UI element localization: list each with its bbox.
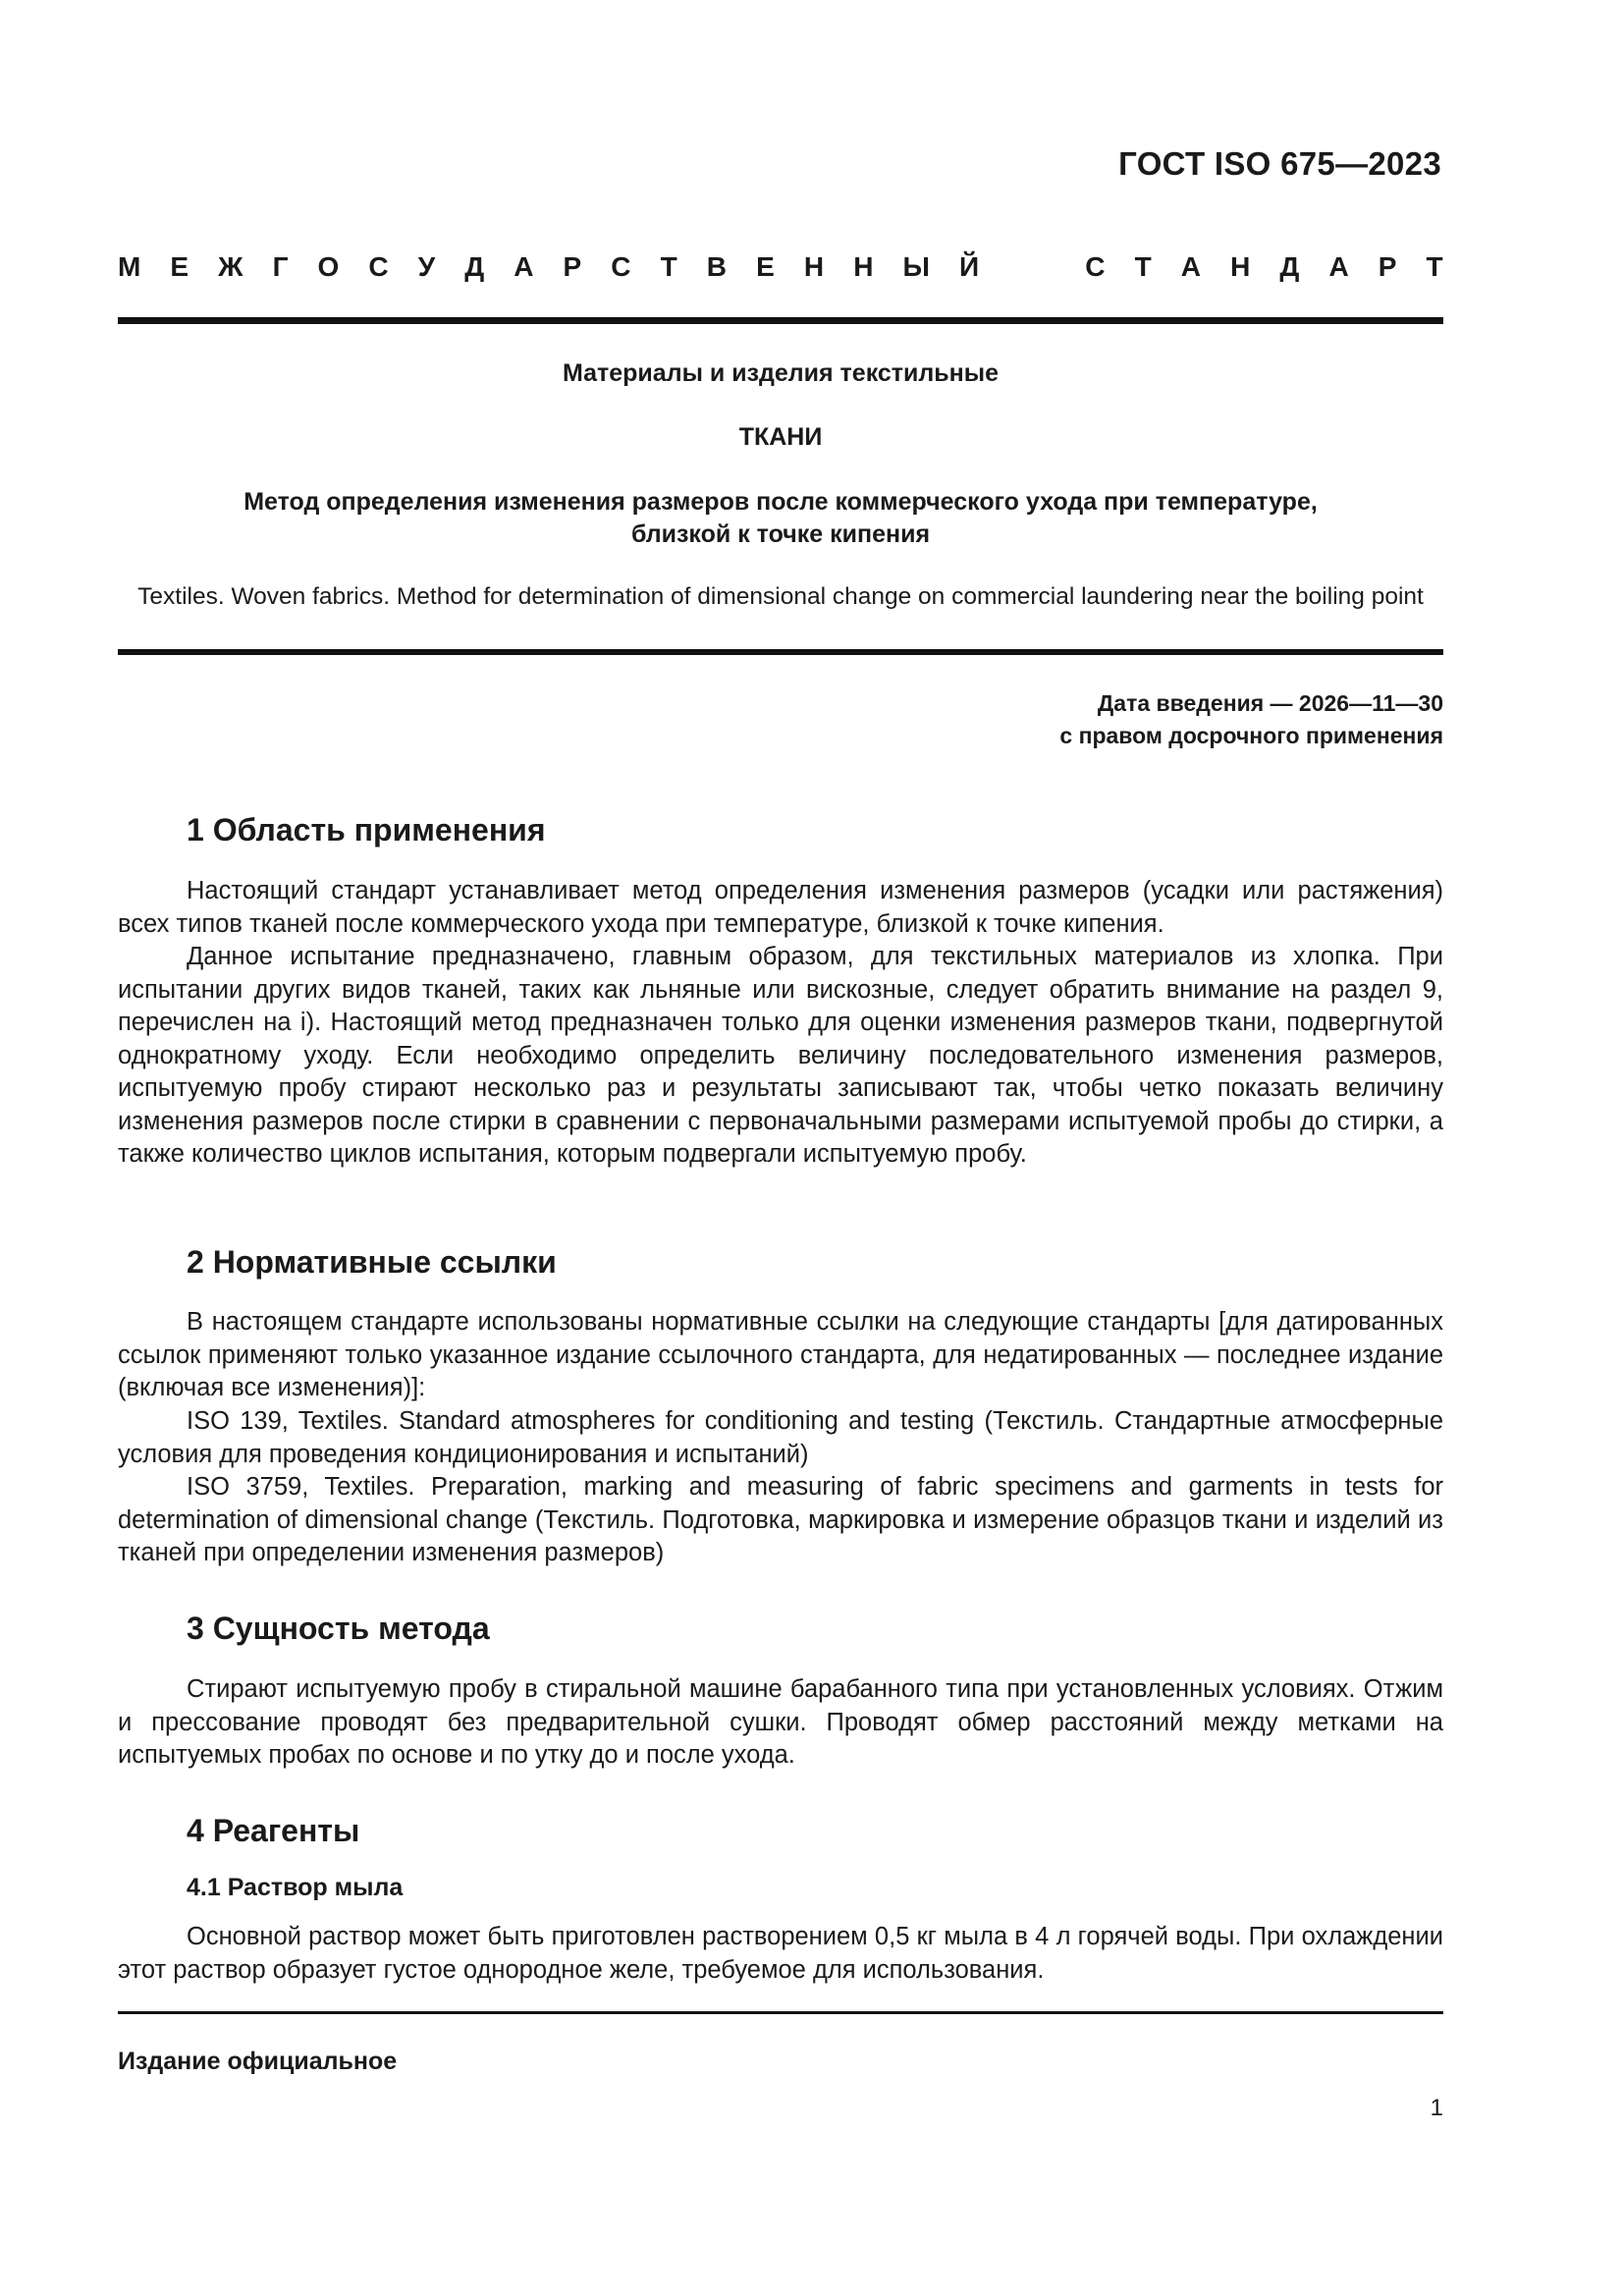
english-title: Textiles. Woven fabrics. Method for determination of dimensional change on commercial laundering near the boiling point: [137, 583, 1424, 610]
introduction-date-line: Дата введения — 2026—11—30: [1097, 690, 1443, 716]
standard-type-letter: Г: [272, 251, 289, 282]
section-3-paragraph-1: Стирают испытуемую пробу в стиральной машине барабанного типа при установленных условиях. Отжим и прессование проводят без предварительной сушки. Проводят обмер расстояний между метками на испытуемых пробах по основе и по утку до и после ухода.: [118, 1675, 1443, 1769]
section-1-heading: 1 Область применения: [187, 812, 546, 847]
footer-rule: [118, 2011, 1443, 2014]
section-2-reference-iso-139: ISO 139, Textiles. Standard atmospheres for conditioning and testing (Текстиль. Стандартные атмосферные условия для проведения кондиционирования и испытаний): [118, 1407, 1443, 1468]
title-rule: [118, 649, 1443, 655]
standard-designation: ГОСТ ISO 675—2023: [1118, 145, 1441, 182]
standard-type-letter: Ж: [218, 251, 243, 282]
standard-type-letter: Н: [1230, 251, 1251, 282]
standard-type-letter: Н: [853, 251, 874, 282]
section-3-heading: 3 Сущность метода: [187, 1611, 490, 1646]
standard-type-letter: С: [1085, 251, 1106, 282]
standard-type-letter: У: [417, 251, 436, 282]
standard-type-letter: Ы: [902, 251, 930, 282]
standard-type-letter: Т: [1426, 251, 1443, 282]
standard-type-letter: О: [317, 251, 340, 282]
official-edition-label: Издание официальное: [118, 2048, 398, 2075]
header-rule: [118, 317, 1443, 324]
standard-type-letter: М: [118, 251, 141, 282]
standard-type-letter: Д: [464, 251, 485, 282]
early-application-line: с правом досрочного применения: [1059, 723, 1443, 748]
page-number: 1: [1430, 2095, 1443, 2121]
standard-type-letter: Т: [660, 251, 677, 282]
title-sub-line: Метод определения изменения размеров после коммерческого ухода при температуре,: [243, 488, 1318, 516]
standard-type-letter: Й: [959, 251, 980, 282]
title-group-line: Материалы и изделия текстильные: [562, 359, 1000, 387]
section-1-paragraph-1: Настоящий стандарт устанавливает метод определения изменения размеров (усадки или растяжения) всех типов тканей после коммерческого ухода при температуре, близкой к точке кипения.: [118, 877, 1443, 938]
section-2-paragraph-1: В настоящем стандарте использованы нормативные ссылки на следующие стандарты [для датированных ссылок применяют только указанное издание ссылочного стандарта, для недатированных — последнее издание (включая все изменения)]:: [118, 1308, 1443, 1401]
standard-type-letter: С: [611, 251, 631, 282]
standard-type-letter: Н: [803, 251, 825, 282]
subsection-4-1-heading: 4.1 Раствор мыла: [187, 1874, 404, 1901]
standard-type-letter: Е: [756, 251, 775, 282]
standard-type-letter: С: [368, 251, 389, 282]
word-gap: [1008, 251, 1055, 283]
section-2-heading: 2 Нормативные ссылки: [187, 1244, 557, 1280]
introduction-date: [1059, 687, 1443, 752]
standard-type-letter: А: [514, 251, 534, 282]
subsection-4-1-paragraph: Основной раствор может быть приготовлен растворением 0,5 кг мыла в 4 л горячей воды. При охлаждении этот раствор образует густое однородное желе, требуемое для использования.: [118, 1923, 1443, 1984]
section-2-reference-iso-3759: ISO 3759, Textiles. Preparation, marking and measuring of fabric specimens and garments in tests for determination of dimensional change (Текстиль. Подготовка, маркировка и измерение образцов ткани и изделий из тканей при определении изменения размеров): [118, 1473, 1443, 1566]
section-4-heading: 4 Реагенты: [187, 1813, 360, 1848]
standard-type-letter: Е: [170, 251, 189, 282]
standard-type-letter: А: [1328, 251, 1349, 282]
standard-type-heading: [118, 251, 1443, 283]
section-1-paragraph-2: Данное испытание предназначено, главным образом, для текстильных материалов из хлопка. При испытании других видов тканей, таких как льняные или вискозные, следует обратить внимание на раздел 9, перечислен на i). Настоящий метод предназначен только для оценки изменения размеров ткани, подвергнутой однократному уходу. Если необходимо определить величину последовательного изменения размеров, испытуемую пробу стирают несколько раз и результаты записывают так, чтобы четко показать величину изменения размеров после стирки в сравнении с первоначальными размерами испытуемой пробы до стирки, а также количество циклов испытания, которым подвергали испытуемую пробу.: [118, 943, 1443, 1168]
standard-type-letter: В: [706, 251, 728, 282]
title-sub-line-2: близкой к точке кипения: [630, 520, 931, 548]
title-main-line: ТКАНИ: [738, 423, 823, 451]
standard-type-letter: Р: [1378, 251, 1397, 282]
standard-type-letter: А: [1180, 251, 1202, 282]
standard-type-letter: Р: [563, 251, 582, 282]
standard-type-letter: Д: [1279, 251, 1300, 282]
standard-type-letter: Т: [1134, 251, 1152, 282]
